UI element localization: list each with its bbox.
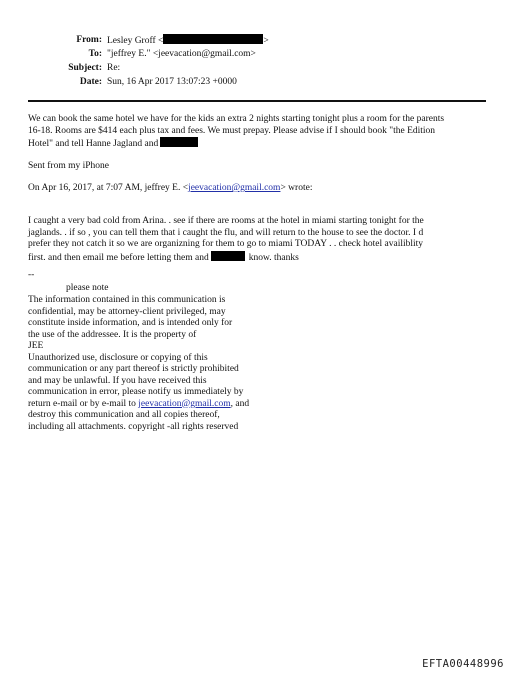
email-link[interactable]: jeevacation@gmail.com xyxy=(138,398,231,409)
date-value: Sun, 16 Apr 2017 13:07:23 +0000 xyxy=(107,77,237,87)
disclaimer-line: constitute inside information, and is intended only for xyxy=(28,318,233,328)
disclaimer-line: including all attachments. copyright -all rights reserved xyxy=(28,421,239,432)
quoted-line: first. and then email me before letting them and know. thanks xyxy=(28,252,299,263)
disclaimer-text xyxy=(28,295,249,433)
subject-value: Re: xyxy=(107,63,121,73)
from-row xyxy=(0,34,512,46)
date-label: Date: xyxy=(79,77,102,87)
disclaimer-line: return e-mail or by e-mail to jeevacation@gmail.com, and xyxy=(28,398,250,409)
disclaimer-line: communication in error, please notify us immediately by xyxy=(28,387,244,397)
signature-dashes: -- xyxy=(28,270,35,280)
quoted-line: I caught a very bad cold from Arina. . see if there are rooms at the hotel in miami starting tonight for the xyxy=(28,216,424,226)
disclaimer-line: the use of the addressee. It is the property of xyxy=(28,329,197,340)
header-divider xyxy=(28,100,486,102)
disclaimer-line: communication or any part thereof is strictly prohibited xyxy=(28,364,239,374)
quoted-line: prefer they not catch it so we are organizning for them to go to miami TODAY . . check hotel availiblity xyxy=(28,239,424,249)
quote-header: On Apr 16, 2017, at 7:07 AM, jeffrey E. <jeevacation@gmail.com> wrote: xyxy=(28,183,313,193)
quoted-line: jaglands. . if so , you can tell them that i caught the flu, and will return to the house to see the doctor. I d xyxy=(28,227,424,238)
disclaimer-line: destroy this communication and all copies thereof, xyxy=(28,410,220,420)
redaction-box xyxy=(160,137,198,147)
subject-row xyxy=(0,62,512,74)
disclaimer-line: confidential, may be attorney-client privileged, may xyxy=(28,306,226,317)
message-line: We can book the same hotel we have for the kids an extra 2 nights starting tonight plus a room for the parents xyxy=(28,114,445,124)
from-value: Lesley Groff < xyxy=(107,36,164,46)
redaction-box xyxy=(211,251,245,261)
from-label: From: xyxy=(76,35,102,45)
from-tail: > xyxy=(263,36,269,46)
redaction-box xyxy=(163,34,263,44)
disclaimer-line: The information contained in this communication is xyxy=(28,295,226,305)
signature: Sent from my iPhone xyxy=(28,161,110,171)
message-line: Hotel" and tell Hanne Jagland and xyxy=(28,137,444,151)
to-value: "jeffrey E." <jeevacation@gmail.com> xyxy=(107,49,256,59)
disclaimer-line: JEE xyxy=(28,341,44,351)
to-row xyxy=(0,48,512,60)
document-id: EFTA00448996 xyxy=(422,658,504,670)
date-row xyxy=(0,76,512,88)
message-body xyxy=(28,114,444,151)
disclaimer-line: Unauthorized use, disclosure or copying of this xyxy=(28,352,208,363)
please-note: please note xyxy=(66,283,109,293)
quoted-message xyxy=(28,216,424,264)
subject-label: Subject: xyxy=(68,63,102,73)
email-link[interactable]: jeevacation@gmail.com xyxy=(188,183,281,193)
to-label: To: xyxy=(88,49,102,59)
disclaimer-line: and may be unlawful. If you have received this xyxy=(28,375,207,386)
message-line: 16-18. Rooms are $414 each plus tax and fees. We must prepay. Please advise if I should book "the Edition xyxy=(28,125,436,136)
